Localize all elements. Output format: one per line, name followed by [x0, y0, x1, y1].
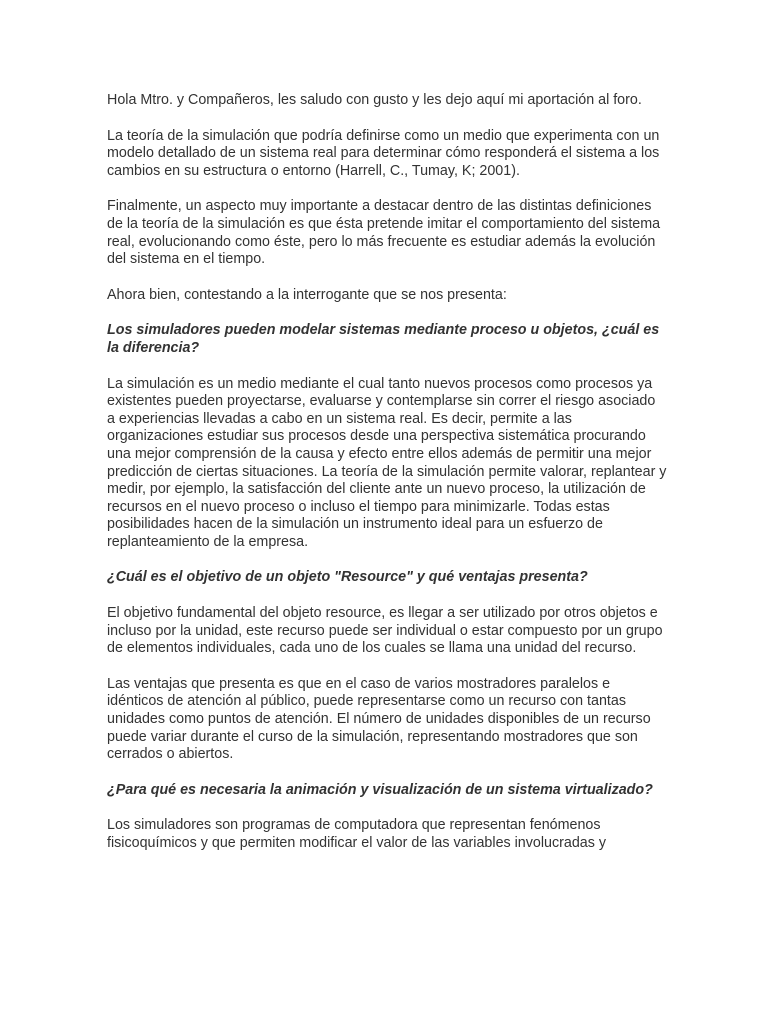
question-heading-3: ¿Para qué es necesaria la animación y visualización de un sistema virtualizado?: [107, 781, 653, 798]
answer-paragraph-3: Los simuladores son programas de computadora que representan fenómenos fisicoquímicos y que permiten modificar el valor de las variables involucradas y: [107, 817, 607, 851]
definition-paragraph: La teoría de la simulación que podría definirse como un medio que experimenta con un modelo detallado de un sistema real para determinar cómo responderá el sistema a los cambios en su estructura o entorno (Harrell, C., Tumay, K; 2001).: [107, 127, 660, 179]
question-heading-1: Los simuladores pueden modelar sistemas mediante proceso u objetos, ¿cuál es la diferencia?: [107, 322, 660, 356]
document-body: [107, 92, 667, 871]
answer-paragraph-1: La simulación es un medio mediante el cual tanto nuevos procesos como procesos ya existentes pueden proyectarse, evaluarse y contemplarse sin correr el riesgo asociado a experiencias llevadas a cabo en un sistema real. Es decir, permite a las organizaciones estudiar sus procesos desde una perspectiva sistemática procurando una mejor comprensión de la causa y efecto entre ellos además de permitir una mejor predicción de ciertas situaciones. La teoría de la simulación permite valorar, replantear y medir, por ejemplo, la satisfacción del cliente ante un nuevo proceso, la utilización de recursos en el nuevo proceso o incluso el tiempo para minimizarle. Todas estas posibilidades hacen de la simulación un instrumento ideal para un esfuerzo de replanteamiento de la empresa.: [107, 375, 667, 550]
question-heading-2: ¿Cuál es el objetivo de un objeto "Resource" y qué ventajas presenta?: [107, 569, 588, 586]
conclusion-paragraph: Finalmente, un aspecto muy importante a destacar dentro de las distintas definiciones de la teoría de la simulación es que ésta pretende imitar el comportamiento del sistema real, evolucionando como éste, pero lo más frecuente es estudiar además la evolución del sistema en el tiempo.: [107, 198, 661, 268]
answer-paragraph-2b: Las ventajas que presenta es que en el caso de varios mostradores paralelos e idénticos de atención al público, puede representarse como un recurso con tantas unidades como puntos de atención. El número de unidades disponibles de un recurso puede variar durante el curso de la simulación, representando mostradores que son cerrados o abiertos.: [107, 675, 651, 763]
greeting-paragraph: Hola Mtro. y Compañeros, les saludo con gusto y les dejo aquí mi aportación al foro.: [107, 92, 642, 108]
answer-paragraph-2a: El objetivo fundamental del objeto resource, es llegar a ser utilizado por otros objetos e incluso por la unidad, este recurso puede ser individual o estar compuesto por un grupo de elementos individuales, cada uno de los cuales se llama una unidad del recurso.: [107, 605, 663, 657]
intro-paragraph: Ahora bien, contestando a la interrogante que se nos presenta:: [107, 286, 507, 303]
